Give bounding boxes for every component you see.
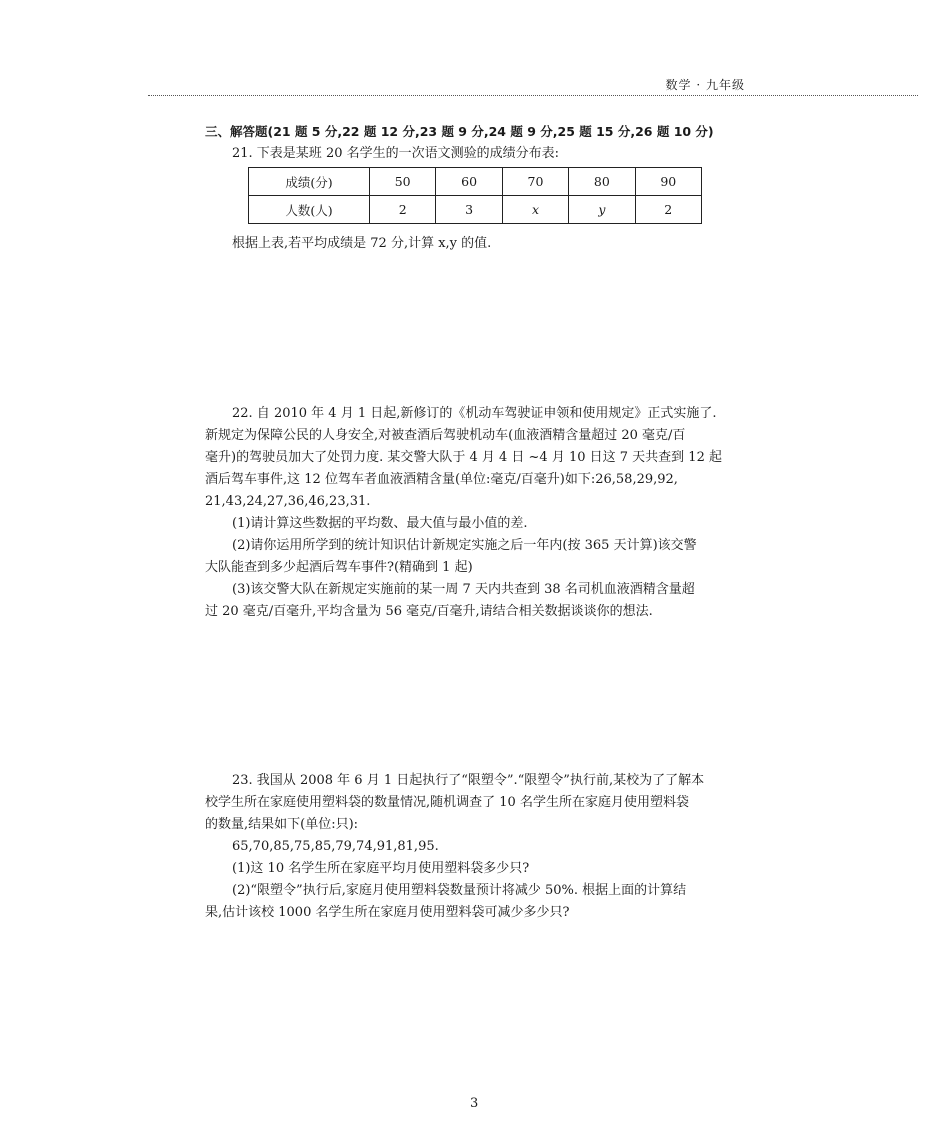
q22-subquestion-2: (2)请你运用所学到的统计知识估计新规定实施之后一年内(按 365 天计算)该交警 [232, 538, 697, 553]
q22-line: 毫升)的驾驶员加大了处罚力度. 某交警大队于 4 月 4 日 ~4 月 10 日这 7 天共查到 12 起 [205, 450, 722, 465]
q23-line: 校学生所在家庭使用塑料袋的数量情况,随机调查了 10 名学生所在家庭月使用塑料袋 [205, 795, 689, 810]
q23-subquestion-1: (1)这 10 名学生所在家庭平均月使用塑料袋多少只? [232, 861, 530, 876]
table-cell: x [502, 196, 568, 224]
table-cell: 80 [569, 168, 635, 196]
table-cell: 50 [370, 168, 436, 196]
q23-data: 65,70,85,75,85,79,74,91,81,95. [232, 839, 439, 854]
q21-question: 根据上表,若平均成绩是 72 分,计算 x,y 的值. [232, 236, 492, 251]
table-row [249, 196, 702, 224]
page-number: 3 [470, 1096, 479, 1111]
table-cell: 2 [370, 196, 436, 224]
q22-line: 新规定为保障公民的人身安全,对被查酒后驾驶机动车(血液酒精含量超过 20 毫克/百 [205, 428, 686, 443]
table-row [249, 168, 702, 196]
q21-intro: 21. 下表是某班 20 名学生的一次语文测验的成绩分布表: [232, 146, 559, 161]
q23-line: 23. 我国从 2008 年 6 月 1 日起执行了“限塑令”.“限塑令”执行前,某校为了了解本 [232, 773, 705, 788]
q23-subquestion-2: (2)“限塑令”执行后,家庭月使用塑料袋数量预计将减少 50%. 根据上面的计算结 [232, 883, 687, 898]
table-cell: 90 [635, 168, 701, 196]
q23-line: 的数量,结果如下(单位:只): [205, 817, 359, 832]
q22-subquestion-1: (1)请计算这些数据的平均数、最大值与最小值的差. [232, 516, 528, 531]
header-subject: 数学 · 九年级 [665, 78, 745, 92]
table-cell: 70 [502, 168, 568, 196]
q22-line: 过 20 毫克/百毫升,平均含量为 56 毫克/百毫升,请结合相关数据谈谈你的想法. [205, 604, 653, 619]
table-cell: y [569, 196, 635, 224]
score-distribution-table [248, 167, 702, 224]
q22-line: 大队能查到多少起酒后驾车事件?(精确到 1 起) [205, 560, 473, 575]
q22-line: 22. 自 2010 年 4 月 1 日起,新修订的《机动车驾驶证申领和使用规定》正式实施了. [232, 406, 717, 421]
table-cell: 2 [635, 196, 701, 224]
table-cell: 3 [436, 196, 502, 224]
q23-line: 果,估计该校 1000 名学生所在家庭月使用塑料袋可减少多少只? [205, 905, 570, 920]
header-divider [148, 95, 918, 96]
score-header-cell: 成绩(分) [249, 168, 370, 196]
table-cell: 60 [436, 168, 502, 196]
q22-line: 酒后驾车事件,这 12 位驾车者血液酒精含量(单位:毫克/百毫升)如下:26,58,29,92, [205, 472, 678, 487]
q22-line: 21,43,24,27,36,46,23,31. [205, 494, 371, 509]
q22-subquestion-3: (3)该交警大队在新规定实施前的某一周 7 天内共查到 38 名司机血液酒精含量超 [232, 582, 695, 597]
section-title: 三、解答题(21 题 5 分,22 题 12 分,23 题 9 分,24 题 9 分,25 题 15 分,26 题 10 分) [205, 124, 714, 139]
count-header-cell: 人数(人) [249, 196, 370, 224]
